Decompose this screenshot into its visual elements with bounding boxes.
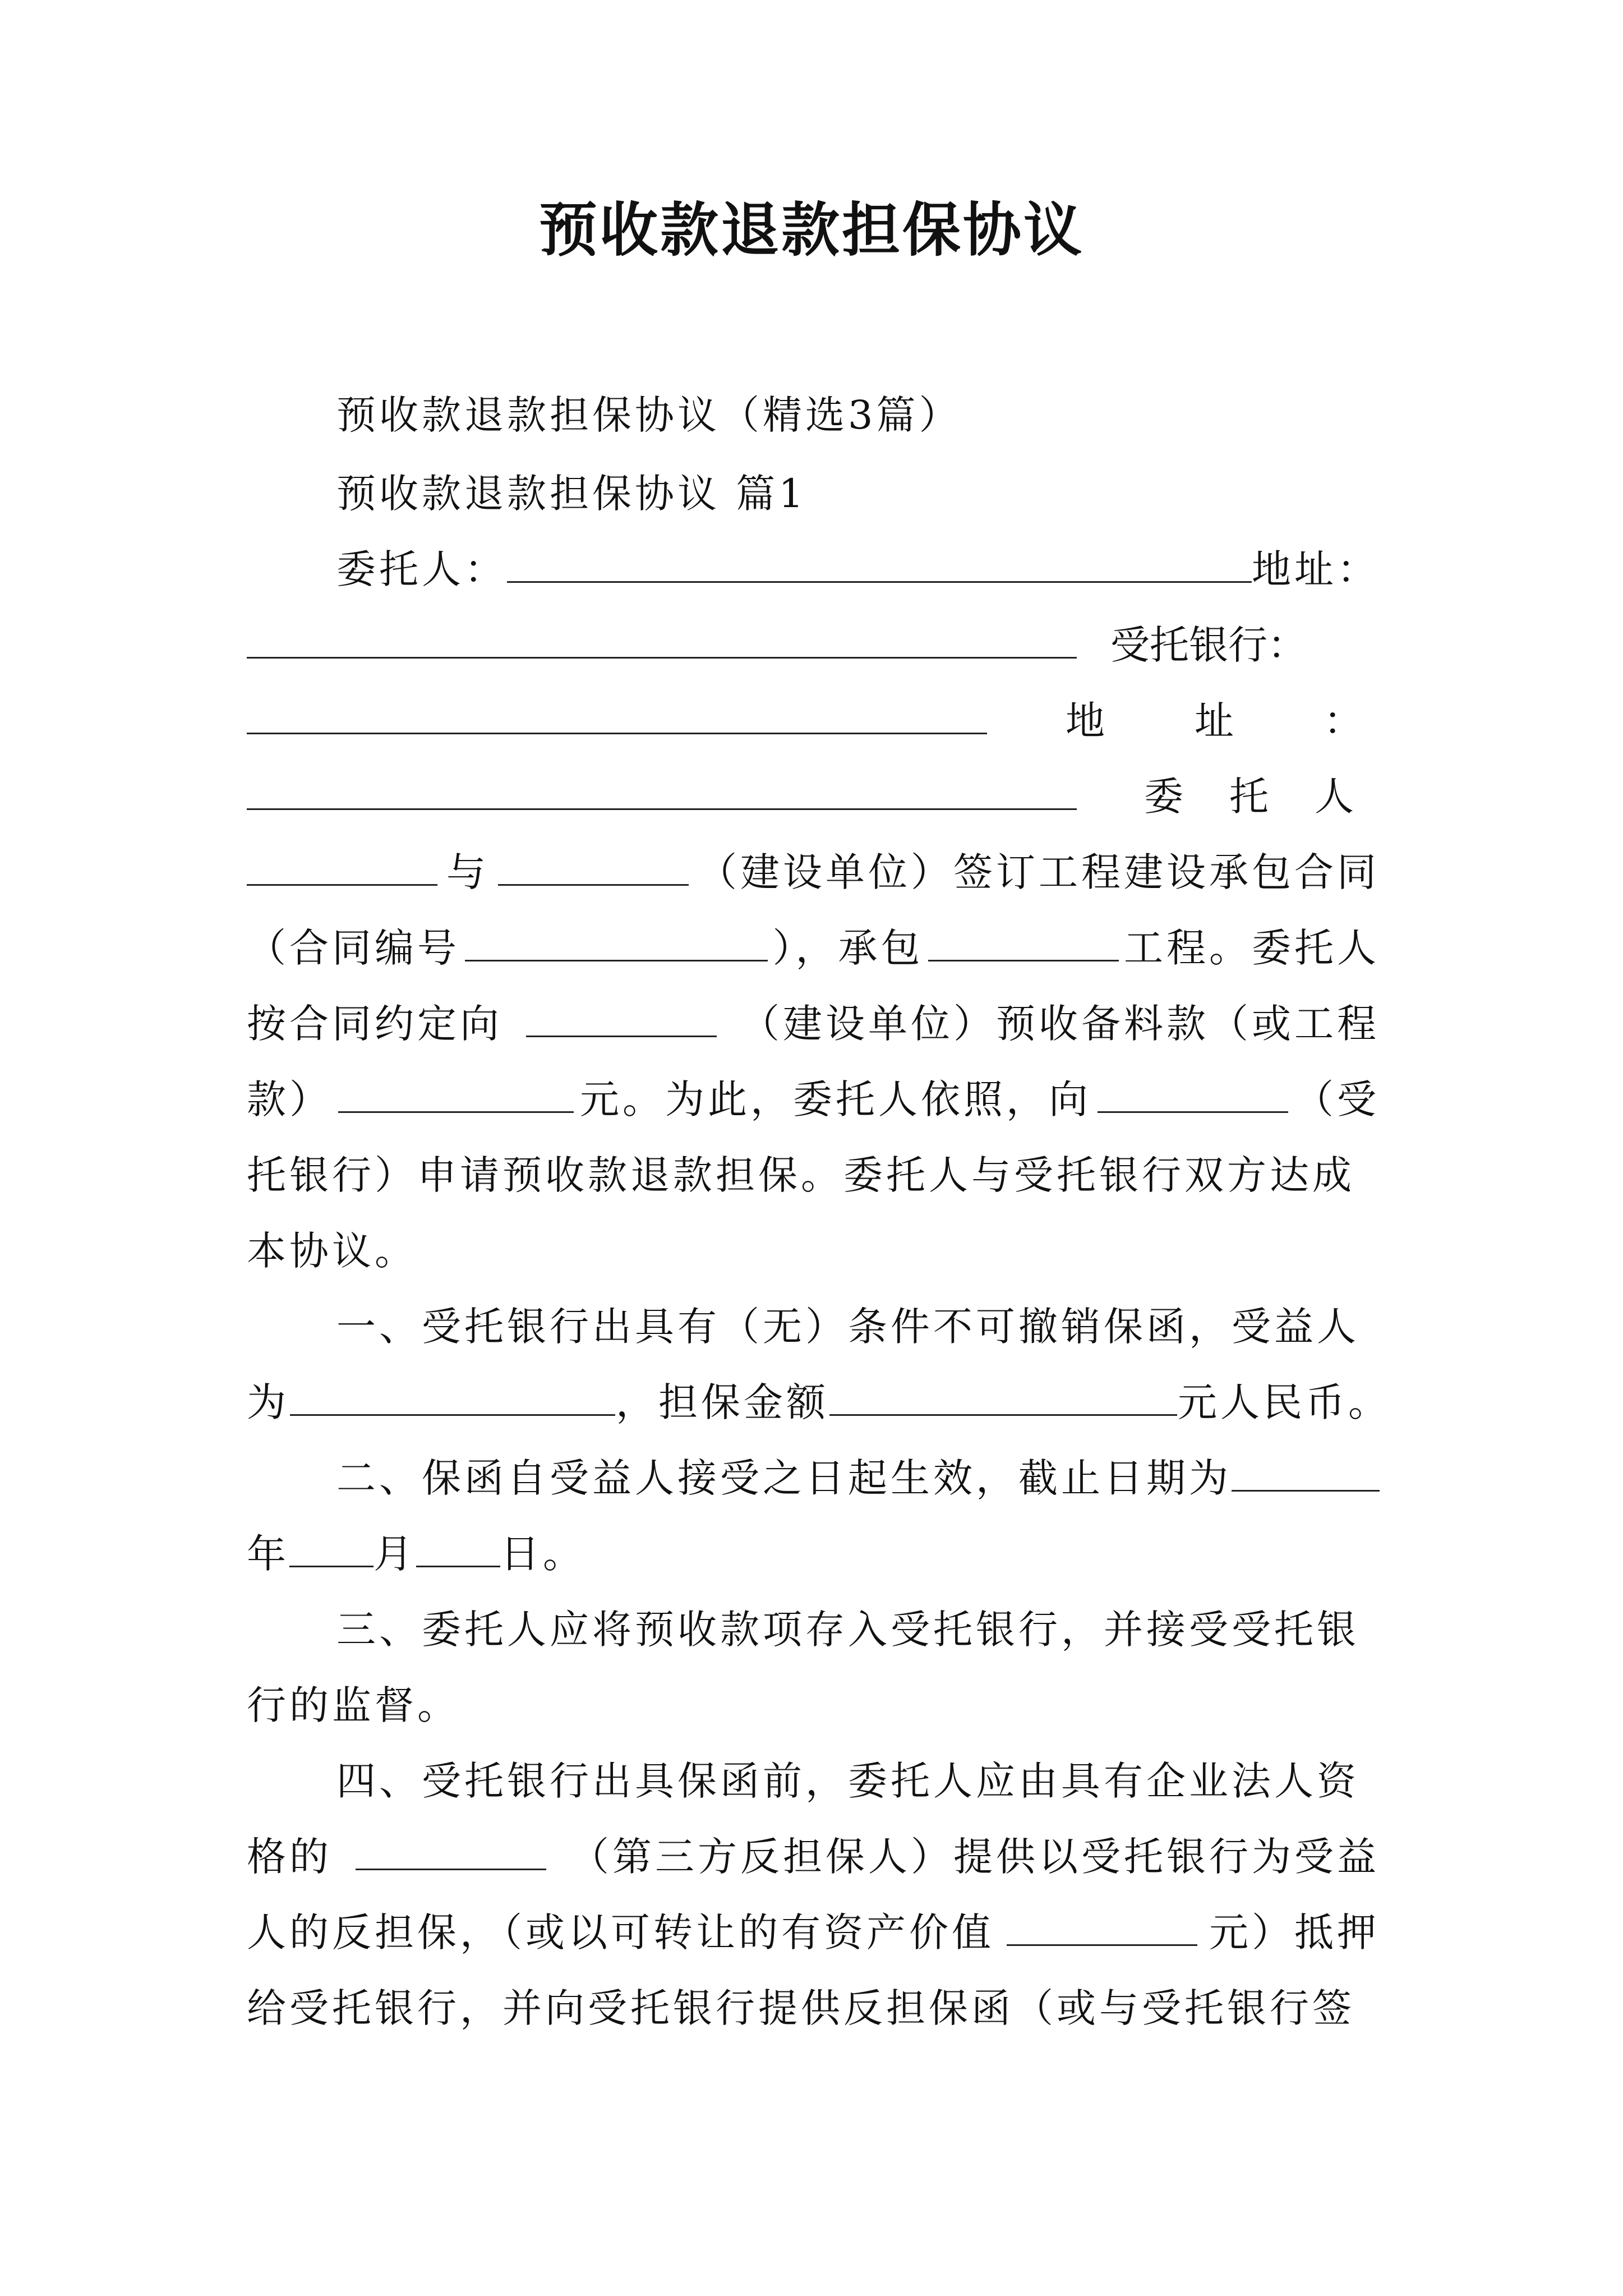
bank-line — [247, 617, 1380, 673]
p1-line-3 — [247, 996, 1380, 1052]
blank — [416, 1526, 500, 1567]
text: 年 — [247, 1531, 289, 1577]
address2-line — [247, 693, 1453, 749]
p1-line-5: 托银行）申请预收款退款担保。委托人与受托银行双方达成 — [247, 1152, 1355, 1198]
blank — [289, 1526, 374, 1567]
p4-line-2: 行的监督。 — [247, 1682, 460, 1728]
p1-line-1 — [247, 844, 1380, 900]
address-blank — [247, 618, 1077, 659]
amount-blank — [338, 1072, 574, 1113]
text: ），承包 — [772, 925, 924, 971]
p1-line-6: 本协议。 — [247, 1228, 417, 1274]
client-line — [247, 541, 1380, 597]
text: （建设单位）预收备料款（或工程 — [740, 1001, 1380, 1047]
text: 与 — [446, 849, 489, 895]
text: 款） — [247, 1076, 332, 1122]
p4-line-1: 三、委托人应将预收款项存入受托银行，并接受受托银 — [336, 1607, 1359, 1653]
beneficiary-blank — [290, 1375, 615, 1416]
address2-label: 地址： — [1066, 698, 1453, 744]
address2-blank — [247, 769, 1077, 810]
blank — [247, 845, 437, 886]
client2-line — [247, 769, 1400, 825]
bank-label: 受托银行： — [1110, 622, 1307, 668]
text: 日。 — [500, 1531, 585, 1577]
text: （合同编号 — [247, 925, 460, 971]
client-blank — [507, 542, 1252, 583]
text: 月 — [374, 1531, 416, 1577]
client2-label: 委托人 — [1144, 774, 1400, 820]
text: 为 — [247, 1379, 289, 1425]
year-blank — [1232, 1451, 1380, 1492]
p5-line-2 — [247, 1829, 1380, 1885]
amount-blank — [829, 1375, 1177, 1416]
section-heading: 预收款退款担保协议 篇1 — [336, 471, 807, 517]
text: （第三方反担保人）提供以受托银行为受益 — [570, 1834, 1380, 1880]
text: 人的反担保，（或以可转让的有资产价值 — [247, 1910, 994, 1955]
p5-line-1: 四、受托银行出具保函前，委托人应由具有企业法人资 — [336, 1758, 1359, 1804]
p2-line-2 — [247, 1374, 1391, 1430]
address-label: 地址： — [1252, 546, 1380, 592]
client-label: 委托人： — [336, 546, 507, 592]
text: 工程。委托人 — [1124, 925, 1380, 971]
guarantor-blank — [356, 1829, 546, 1870]
p2-line-1: 一、受托银行出具有（无）条件不可撤销保函，受益人 — [336, 1304, 1359, 1350]
p5-line-3 — [247, 1904, 1380, 1961]
text: 元人民币。 — [1178, 1379, 1391, 1425]
p3-line-1 — [247, 1450, 1380, 1506]
p1-line-4 — [247, 1071, 1380, 1128]
p3-line-2 — [247, 1526, 1380, 1582]
blank — [1098, 1072, 1288, 1113]
blank — [928, 921, 1119, 961]
asset-blank — [1007, 1905, 1197, 1946]
blank — [526, 996, 717, 1037]
text: ，担保金额 — [616, 1379, 829, 1425]
intro-line: 预收款退款担保协议（精选3篇） — [336, 392, 962, 438]
text: 元）抵押 — [1209, 1910, 1380, 1955]
contract-no-blank — [465, 921, 768, 961]
text: 按合同约定向 — [247, 1001, 502, 1047]
text: （建设单位）签订工程建设承包合同 — [698, 849, 1380, 895]
blank — [498, 845, 689, 886]
text: 二、保函自受益人接受之日起生效，截止日期为 — [336, 1455, 1232, 1501]
document-title: 预收款退款担保协议 — [538, 195, 1084, 264]
p5-line-4: 给受托银行，并向受托银行提供反担保函（或与受托银行签 — [247, 1985, 1355, 2031]
text: 格的 — [247, 1834, 332, 1880]
p1-line-2 — [247, 920, 1380, 976]
text: 元。为此，委托人依照，向 — [580, 1076, 1091, 1122]
text: （受 — [1294, 1076, 1380, 1122]
bank-blank — [247, 693, 987, 734]
